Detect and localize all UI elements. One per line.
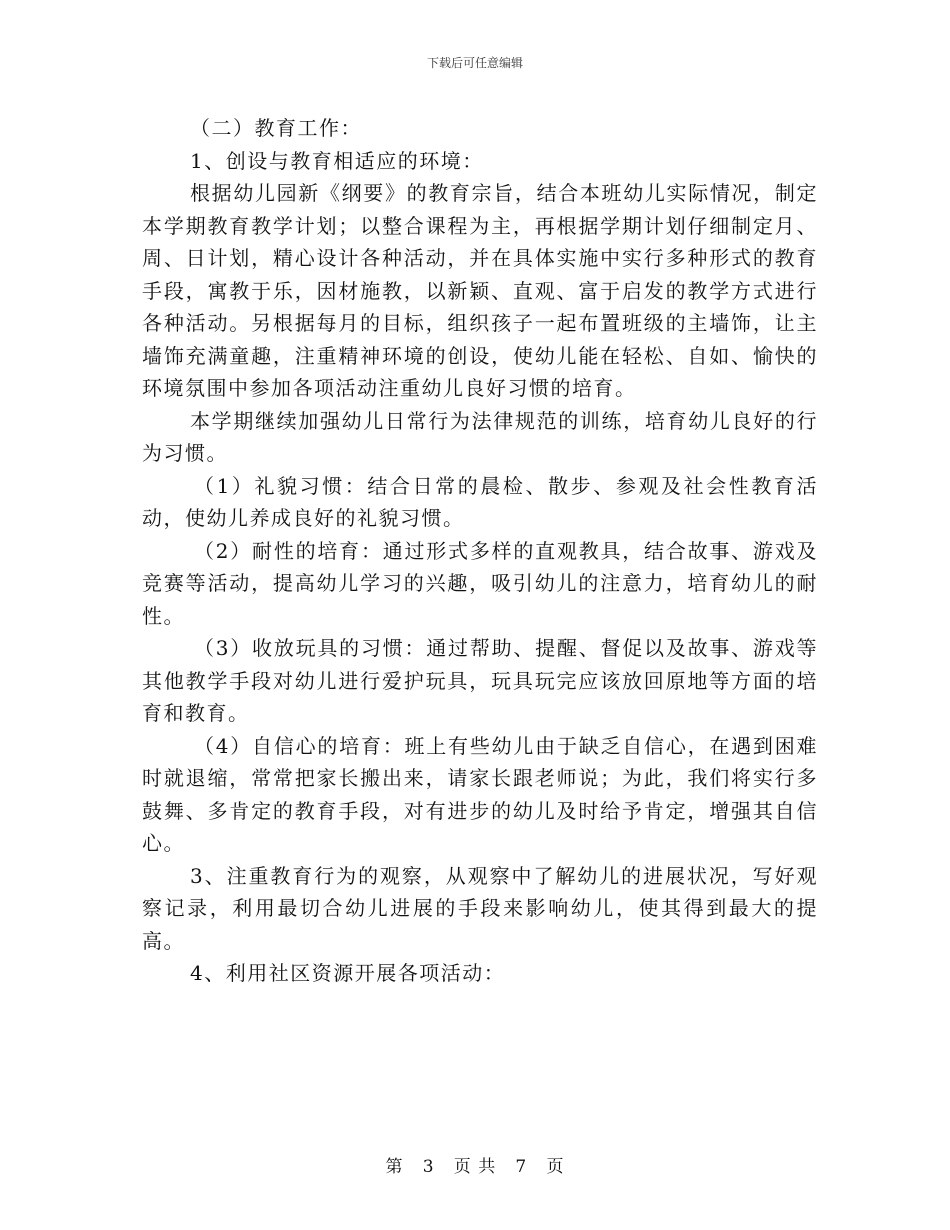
- paragraph-environment: 根据幼儿园新《纲要》的教育宗旨，结合本班幼儿实际情况，制定本学期教育教学计划；以整合课程为主，再根据学期计划仔细制定月、周、日计划，精心设计各种活动，并在具体实施中实行多种形式的教育手段，寓教于乐，因材施教，以新颖、直观、富于启发的教学方式进行各种活动。另根据每月的目标，组织孩子一起布置班级的主墙饰，让主墙饰充满童趣，注重精神环境的创设，使幼儿能在轻松、自如、愉快的环境氛围中参加各项活动注重幼儿良好习惯的培育。: [142, 181, 818, 400]
- item4-heading: 4、利用社区资源开展各项活动：: [190, 961, 506, 985]
- document-body: [142, 112, 818, 990]
- sub-item-toys: （3）收放玩具的习惯：通过帮助、提醒、督促以及故事、游戏等其他教学手段对幼儿进行爱护玩具，玩具玩完应该放回原地等方面的培育和教育。: [142, 636, 818, 725]
- sub-item-patience: （2）耐性的培育：通过形式多样的直观教具，结合故事、游戏及竞赛等活动，提高幼儿学习的兴趣，吸引幼儿的注意力，培育幼儿的耐性。: [142, 538, 818, 628]
- page-label-mid: 页 共: [453, 1157, 497, 1177]
- current-page-number: 3: [422, 1157, 435, 1177]
- page-label-suffix: 页: [546, 1157, 565, 1177]
- paragraph-habits-intro: 本学期继续加强幼儿日常行为法律规范的训练，培育幼儿良好的行为习惯。: [142, 408, 818, 465]
- item3-observation: 3、注重教育行为的观察，从观察中了解幼儿的进展状况，写好观察记录，利用最切合幼儿进展的手段来影响幼儿，使其得到最大的提高。: [142, 863, 818, 953]
- page-header: 下载后可任意编辑: [426, 56, 523, 70]
- page-label-prefix: 第: [385, 1157, 404, 1177]
- page-footer: [0, 1152, 950, 1177]
- total-pages-number: 7: [515, 1157, 528, 1177]
- item1-heading: 1、创设与教育相适应的环境：: [190, 148, 484, 173]
- section-heading: （二）教育工作：: [190, 116, 362, 140]
- sub-item-confidence: （4）自信心的培育：班上有些幼儿由于缺乏自信心，在遇到困难时就退缩，常常把家长搬出来，请家长跟老师说；为此，我们将实行多鼓舞、多肯定的教育手段，对有进步的幼儿及时给予肯定，增强其自信心。: [142, 733, 818, 855]
- sub-item-courtesy: （1）礼貌习惯：结合日常的晨检、散步、参观及社会性教育活动，使幼儿养成良好的礼貌习惯。: [142, 473, 818, 530]
